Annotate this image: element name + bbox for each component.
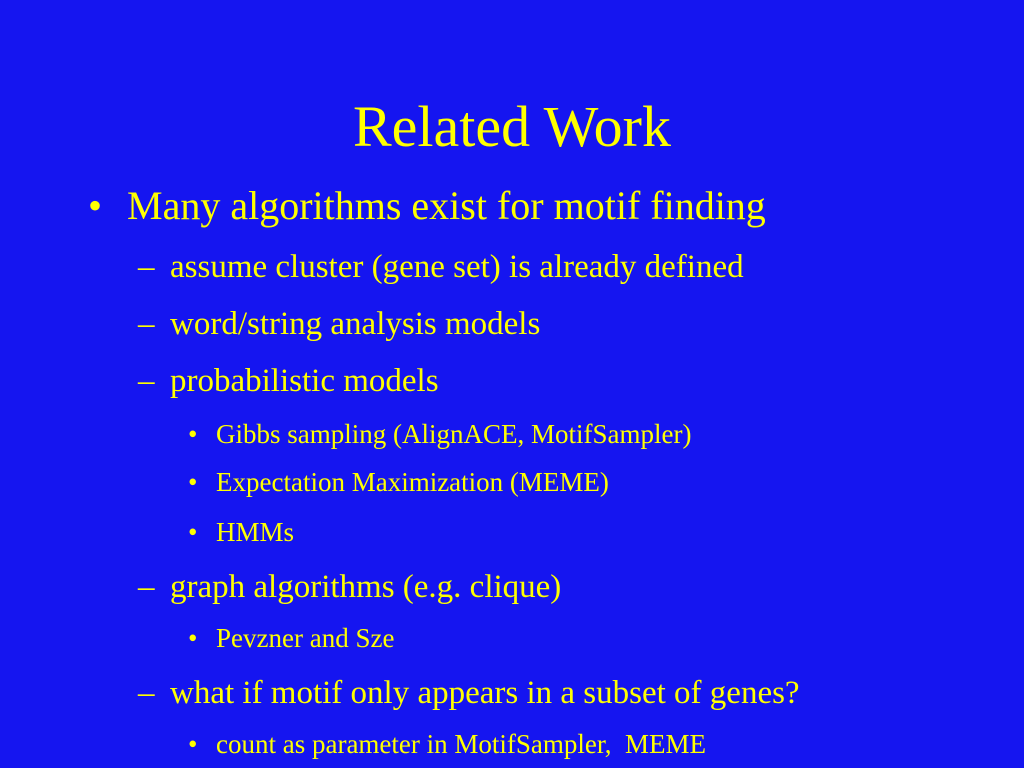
bullet-text: assume cluster (gene set) is already defined bbox=[170, 249, 744, 285]
bullet-text: word/string analysis models bbox=[170, 306, 541, 342]
bullet-marker: • bbox=[188, 419, 198, 449]
bullet-marker: • bbox=[188, 467, 198, 497]
bullet-text: count as parameter in MotifSampler, MEME bbox=[216, 729, 707, 759]
bullet-text: graph algorithms (e.g. clique) bbox=[170, 569, 562, 605]
dash-marker: – bbox=[138, 249, 155, 285]
bullet-text: Expectation Maximization (MEME) bbox=[216, 467, 609, 497]
dash-marker: – bbox=[138, 363, 155, 399]
bullet-marker: • bbox=[188, 729, 198, 759]
bullet-text: Many algorithms exist for motif finding bbox=[127, 183, 766, 228]
bullet-text: what if motif only appears in a subset of genes? bbox=[170, 675, 800, 711]
dash-marker: – bbox=[138, 675, 155, 711]
bullet-marker: • bbox=[88, 183, 103, 228]
bullet-text: Gibbs sampling (AlignACE, MotifSampler) bbox=[216, 419, 692, 449]
dash-marker: – bbox=[138, 306, 155, 342]
bullet-text: probabilistic models bbox=[170, 363, 439, 399]
bullet-text: HMMs bbox=[216, 517, 295, 547]
bullet-text: Pevzner and Sze bbox=[216, 623, 395, 653]
bullet-marker: • bbox=[188, 517, 198, 547]
slide-title: Related Work bbox=[352, 94, 671, 159]
bullet-marker: • bbox=[188, 623, 198, 653]
dash-marker: – bbox=[138, 569, 155, 605]
